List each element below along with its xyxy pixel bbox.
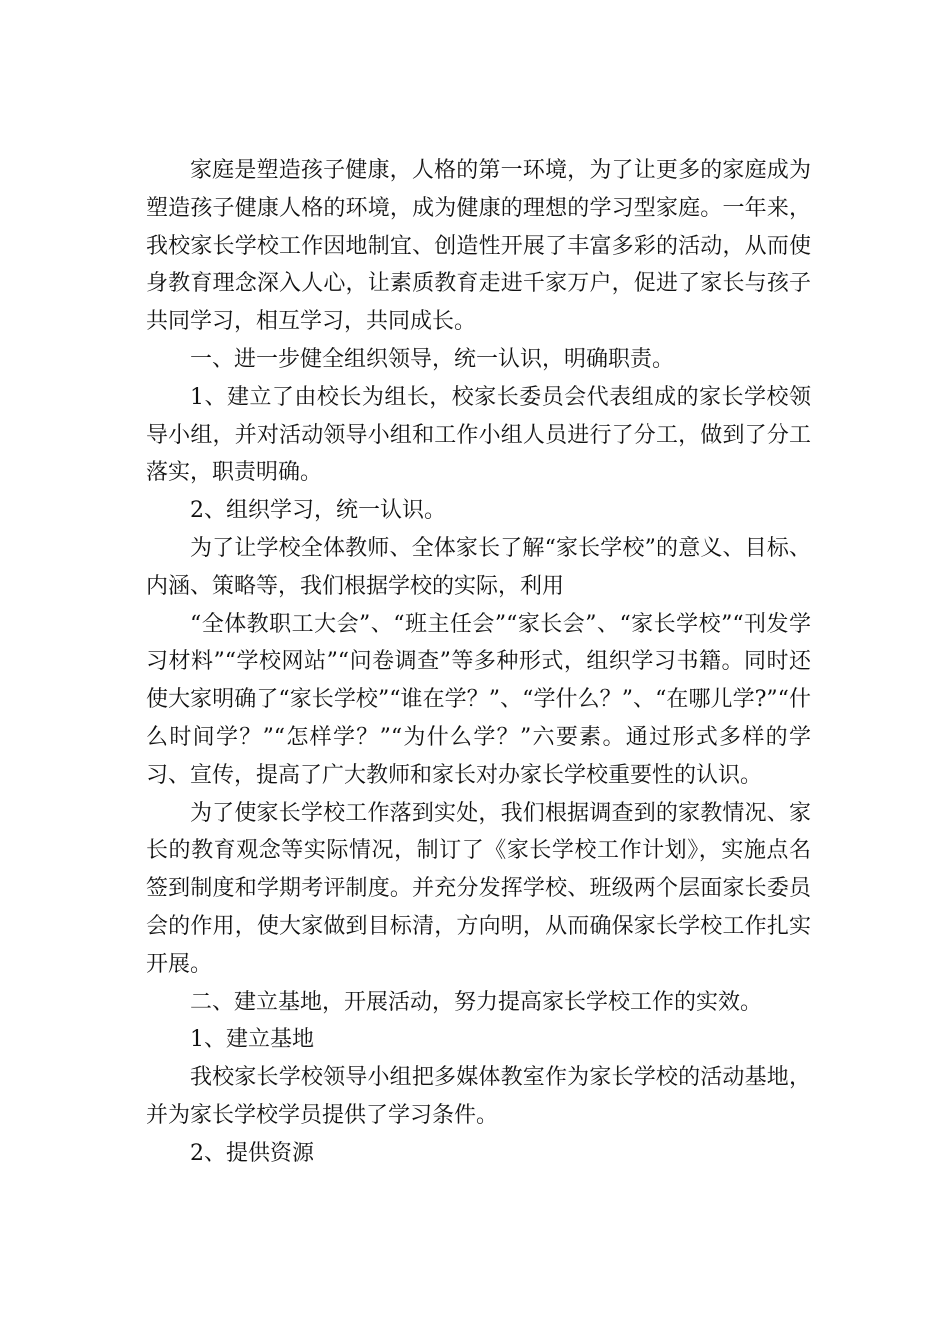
paragraph-base: 我校家长学校领导小组把多媒体教室作为家长学校的活动基地，并为家长学校学员提供了学习条件。 <box>146 1065 811 1128</box>
paragraph-2-2-title: 2、提供资源 <box>190 1140 314 1166</box>
heading-section-1: 一、进一步健全组织领导，统一认识，明确职责。 <box>190 346 675 372</box>
paragraph-1-1: 1、建立了由校长为组长，校家长委员会代表组成的家长学校领导小组，并对活动领导小组和工作小组人员进行了分工，做到了分工落实，职责明确。 <box>146 384 811 486</box>
paragraph-intro: 家庭是塑造孩子健康，人格的第一环境，为了让更多的家庭成为塑造孩子健康人格的环境，成为健康的理想的学习型家庭。一年来，我校家长学校工作因地制宜、创造性开展了丰富多彩的活动，从而使身教育理念深入人心，让素质教育走进千家万户，促进了家长与孩子共同学习，相互学习，共同成长。 <box>146 158 811 335</box>
document-body <box>146 152 811 1173</box>
heading-section-2: 二、建立基地，开展活动，努力提高家长学校工作的实效。 <box>190 989 763 1015</box>
paragraph-2-1-title: 1、建立基地 <box>190 1027 314 1053</box>
paragraph-study-purpose: 为了让学校全体教师、全体家长了解“家长学校”的意义、目标、内涵、策略等，我们根据学校的实际，利用 <box>146 535 811 599</box>
paragraph-1-2-title: 2、组织学习，统一认识。 <box>190 498 446 524</box>
paragraph-study-forms: “全体教职工大会”、“班主任会”“家长会”、“家长学校”“刊发学习材料”“学校网站”“问卷调查”等多种形式，组织学习书籍。同时还使大家明确了“家长学校”“谁在学？”、“学什么？”、“在哪儿学?”“什么时间学？”“怎样学？”“为什么学？”六要素。通过形式多样的学习、宣传，提高了广大教师和家长对办家长学校重要性的认识。 <box>146 611 811 788</box>
paragraph-work-plan: 为了使家长学校工作落到实处，我们根据调查到的家教情况、家长的教育观念等实际情况，制订了《家长学校工作计划》，实施点名签到制度和学期考评制度。并充分发挥学校、班级两个层面家长委员会的作用，使大家做到目标清，方向明，从而确保家长学校工作扎实开展。 <box>146 800 811 977</box>
